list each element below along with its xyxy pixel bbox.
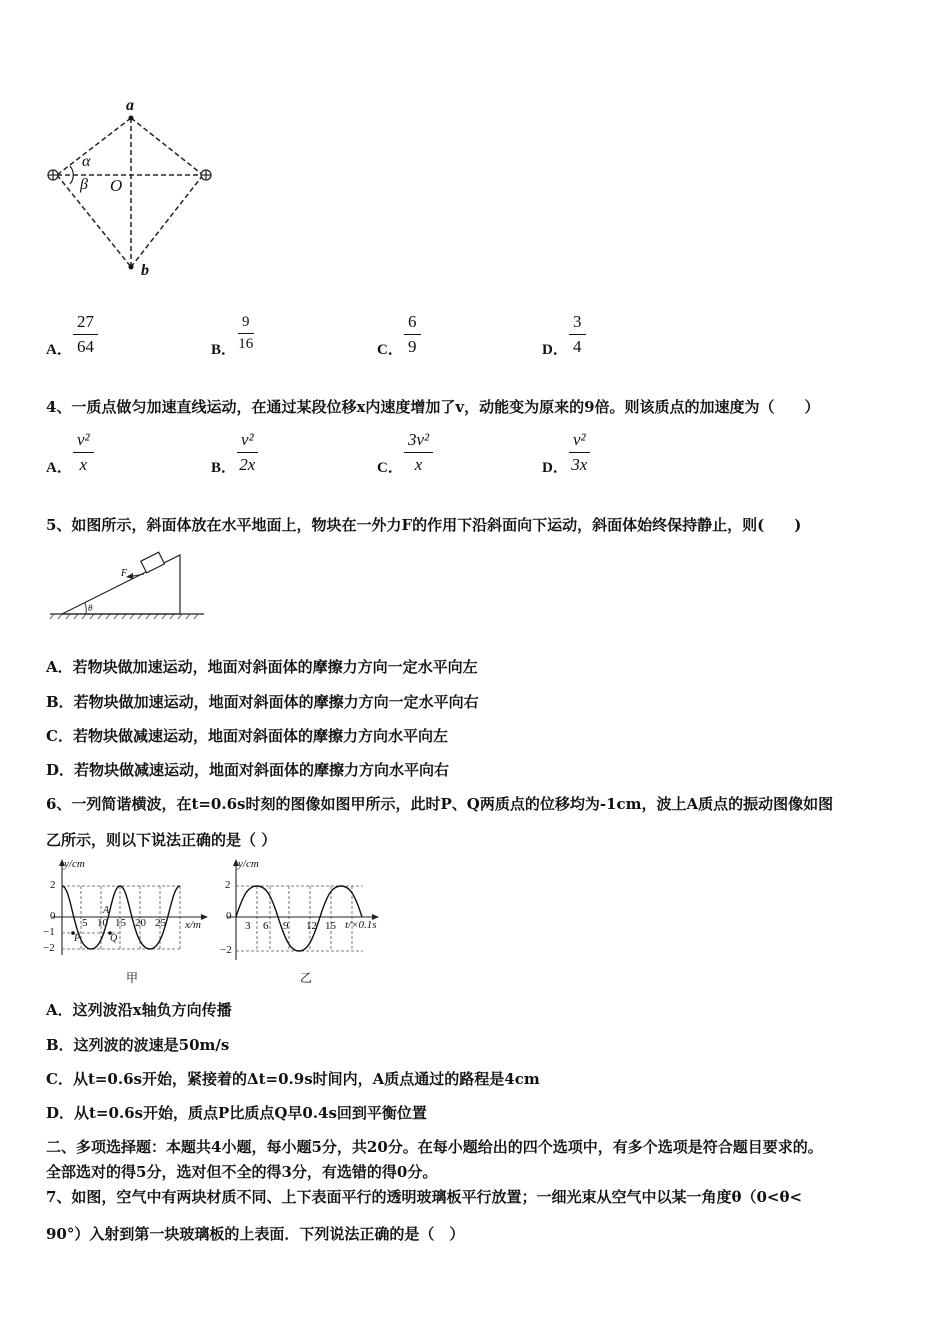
q6-option-c[interactable]: C．从t=0.6s开始，紧接着的Δt=0.9s时间内，A质点通过的路程是4cm	[46, 1070, 540, 1088]
q3-b-denominator: 16	[238, 336, 254, 352]
q4-a-numerator: v²	[73, 430, 94, 453]
q4-d-denominator: 3x	[571, 455, 588, 474]
jia-ytick-neg2: −2	[43, 942, 55, 954]
jia-ytick-2: 2	[50, 879, 56, 891]
incline-figure	[48, 548, 208, 624]
q7-stem-line1: 7、如图，空气中有两块材质不同、上下表面平行的透明玻璃板平行放置；一细光束从空气中以某一角度θ（0<θ<	[46, 1188, 803, 1206]
q6-option-d[interactable]: D．从t=0.6s开始，质点P比质点Q早0.4s回到平衡位置	[46, 1104, 427, 1122]
q5-option-d[interactable]: D．若物块做减速运动，地面对斜面体的摩擦力方向水平向右	[46, 761, 450, 779]
q4-d-numerator: v²	[569, 430, 590, 453]
yi-caption: 乙	[300, 971, 313, 985]
yi-xtick-12: 12	[306, 920, 317, 932]
q3-c-numerator: 6	[404, 312, 421, 335]
yi-xtick-9: 9	[283, 920, 289, 932]
section2-heading-line1: 二、多项选择题：本题共4小题，每小题5分，共20分。在每小题给出的四个选项中，有多个选项是符合题目要求的。	[46, 1138, 823, 1156]
q6-option-a[interactable]: A．这列波沿x轴负方向传播	[46, 1001, 232, 1019]
q3-b-numerator: 9	[238, 314, 254, 334]
beta-label: β	[80, 176, 88, 193]
charge-rhombus-figure	[40, 95, 230, 290]
point-a-label: a	[126, 97, 134, 114]
q3-a-numerator: 27	[73, 312, 98, 335]
q5-stem: 5、如图所示，斜面体放在水平地面上，物块在一外力F的作用下沿斜面向下运动，斜面体始终保持静止，则( )	[46, 516, 802, 534]
yi-xtick-15: 15	[325, 920, 336, 932]
graph-yi	[215, 855, 415, 980]
q4-b-denominator: 2x	[239, 455, 256, 474]
yi-ylabel: y/cm	[238, 858, 259, 870]
yi-xlabel: t/×0.1s	[345, 919, 377, 931]
jia-xtick-15: 15	[115, 917, 126, 929]
q3-d-denominator: 4	[573, 337, 582, 356]
q4-c-numerator: 3v²	[404, 430, 433, 453]
q3-a-denominator: 64	[77, 337, 94, 356]
yi-xtick-6: 6	[263, 920, 269, 932]
q3-d-numerator: 3	[569, 312, 586, 335]
jia-point-a: A	[103, 905, 110, 916]
q4-a-denominator: x	[79, 455, 88, 474]
section2-heading-line2: 全部选对的得5分，选对但不全的得3分，有选错的得0分。	[46, 1163, 438, 1181]
jia-xtick-10: 10	[97, 917, 108, 929]
jia-ytick-0: 0	[50, 910, 56, 922]
q5-option-a[interactable]: A．若物块做加速运动，地面对斜面体的摩擦力方向一定水平向左	[46, 658, 478, 676]
q7-stem-line2: 90°）入射到第一块玻璃板的上表面．下列说法正确的是（ ）	[46, 1225, 465, 1243]
q5-option-c[interactable]: C．若物块做减速运动，地面对斜面体的摩擦力方向水平向左	[46, 727, 448, 745]
yi-ytick-2: 2	[225, 879, 231, 891]
jia-ylabel: y/cm	[64, 858, 85, 870]
jia-xtick-25: 25	[155, 917, 166, 929]
jia-xtick-5: 5	[82, 917, 88, 929]
q6-stem-line1: 6、一列简谐横波，在t=0.6s时刻的图像如图甲所示，此时P、Q两质点的位移均为-1cm，波上A质点的振动图像如图	[46, 795, 834, 813]
jia-xtick-20: 20	[135, 917, 146, 929]
graph-jia	[40, 855, 220, 980]
yi-xtick-3: 3	[245, 920, 251, 932]
q4-c-denominator: x	[414, 455, 423, 474]
jia-point-p: P	[74, 933, 81, 944]
origin-label: O	[110, 176, 123, 195]
q5-option-b[interactable]: B．若物块做加速运动，地面对斜面体的摩擦力方向一定水平向右	[46, 693, 479, 711]
q3-c-denominator: 9	[408, 337, 417, 356]
jia-caption: 甲	[126, 971, 139, 985]
jia-ytick-neg1: −1	[43, 926, 55, 938]
alpha-label: α	[82, 153, 91, 170]
jia-xlabel: x/m	[185, 919, 201, 931]
yi-ytick-neg2: −2	[220, 944, 232, 956]
q6-stem-line2: 乙所示，则以下说法正确的是（ ）	[46, 831, 277, 849]
theta-label: θ	[88, 603, 93, 613]
force-f-label: F	[121, 568, 128, 579]
q4-b-numerator: v²	[237, 430, 258, 453]
jia-point-q: Q	[110, 933, 118, 944]
yi-ytick-0: 0	[226, 910, 232, 922]
q4-stem: 4、一质点做匀加速直线运动，在通过某段位移x内速度增加了v，动能变为原来的9倍。则该质点的加速度为（ ）	[46, 398, 820, 416]
q6-option-b[interactable]: B．这列波的波速是50m/s	[46, 1036, 230, 1054]
point-b-label: b	[141, 262, 149, 279]
